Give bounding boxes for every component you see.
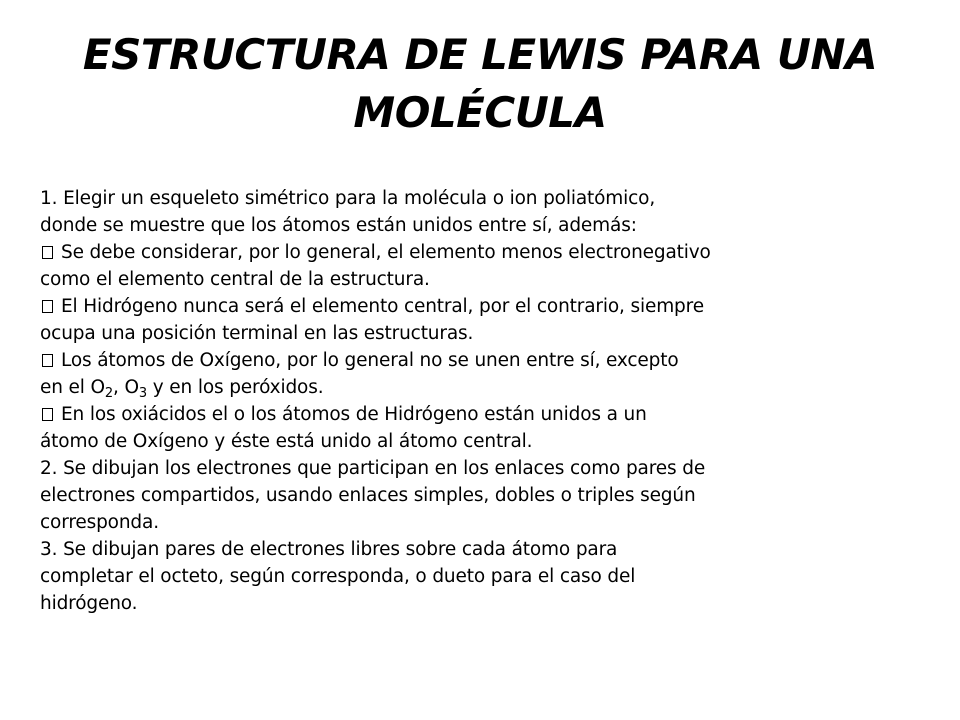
- empty-square-bullet-icon: [42, 408, 53, 421]
- bullet-item-4-line-2: átomo de Oxígeno y éste está unido al átomo central.: [40, 431, 533, 452]
- bullet-item-2-text-a: El Hidrógeno nunca será el elemento central, por el contrario, siempre: [61, 296, 704, 317]
- step-2-line-2: electrones compartidos, usando enlaces simples, dobles o triples según: [40, 485, 696, 506]
- empty-square-bullet-icon: [42, 300, 53, 313]
- subscript-2: 2: [104, 386, 114, 401]
- slide-title-line-1: ESTRUCTURA DE LEWIS PARA UNA: [82, 30, 878, 79]
- bullet-item-4: [40, 401, 925, 428]
- text-comma-o: , O: [113, 377, 139, 398]
- step-3-line-3: hidrógeno.: [40, 593, 138, 614]
- bullet-item-1-line-2: como el elemento central de la estructura.: [40, 269, 430, 290]
- slide-title-line-2: MOLÉCULA: [353, 88, 607, 137]
- bullet-item-1: [40, 239, 925, 266]
- bullet-item-3-line-2: [40, 374, 925, 401]
- empty-square-bullet-icon: [42, 354, 53, 367]
- text-en-el-o: en el O: [40, 377, 105, 398]
- bullet-item-1-text-a: Se debe considerar, por lo general, el elemento menos electronegativo: [61, 242, 711, 263]
- subscript-3: 3: [138, 386, 148, 401]
- bullet-item-4-text-a: En los oxiácidos el o los átomos de Hidrógeno están unidos a un: [61, 404, 647, 425]
- step-2-line-1: 2. Se dibujan los electrones que participan en los enlaces como pares de: [40, 458, 706, 479]
- step-3-line-1: 3. Se dibujan pares de electrones libres sobre cada átomo para: [40, 539, 618, 560]
- bullet-item-2-line-2: ocupa una posición terminal en las estructuras.: [40, 323, 474, 344]
- step-1-line-1: 1. Elegir un esqueleto simétrico para la molécula o ion poliatómico,: [40, 188, 656, 209]
- bullet-item-3-text-a: Los átomos de Oxígeno, por lo general no se unen entre sí, excepto: [61, 350, 679, 371]
- bullet-item-2: [40, 293, 925, 320]
- step-1-line-2: donde se muestre que los átomos están unidos entre sí, además:: [40, 215, 637, 236]
- text-peroxidos: y en los peróxidos.: [147, 377, 324, 398]
- bullet-item-3: [40, 347, 925, 374]
- empty-square-bullet-icon: [42, 246, 53, 259]
- step-3-line-2: completar el octeto, según corresponda, o dueto para el caso del: [40, 566, 636, 587]
- step-2-line-3: corresponda.: [40, 512, 159, 533]
- slide-body: [40, 185, 925, 617]
- slide-title: [40, 26, 920, 142]
